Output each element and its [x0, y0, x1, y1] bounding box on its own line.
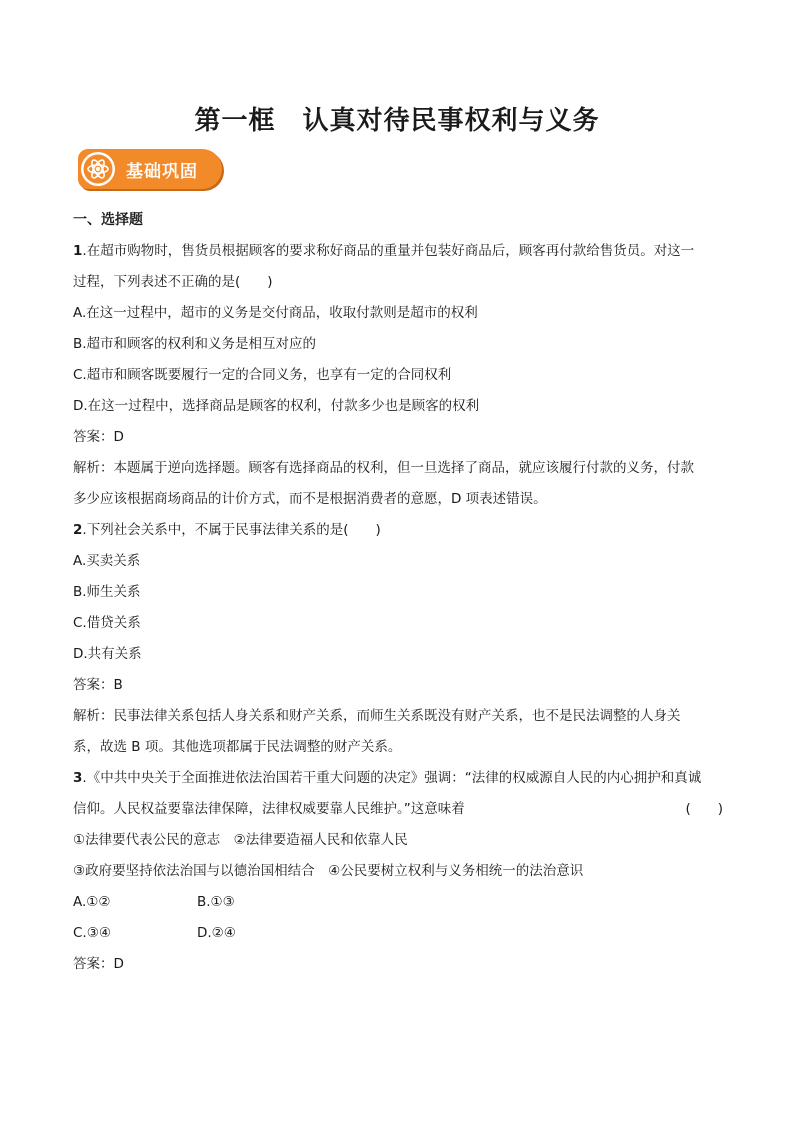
analysis-continued: 多少应该根据商场商品的计价方式，而不是根据消费者的意愿，D 项表述错误。	[73, 491, 547, 507]
banner-label: 基础巩固	[126, 162, 198, 182]
answer: 答案：D	[73, 429, 124, 445]
question-text: .《中共中央关于全面推进依法治国若干重大问题的决定》强调：“法律的权威源自人民的内心拥护和真诚	[82, 770, 702, 786]
options-row	[73, 918, 723, 949]
option-b: B.①③	[197, 894, 235, 910]
question-2-stem	[73, 515, 723, 546]
answer: 答案：B	[73, 677, 123, 693]
question-number: 1	[73, 243, 83, 259]
question-3-stem	[73, 763, 723, 794]
question-1-stem-continued: 过程，下列表述不正确的是( )	[73, 274, 273, 290]
section-title: 一、选择题	[73, 212, 143, 228]
page-title: 第一框 认真对待民事权利与义务	[194, 106, 600, 136]
options-row	[73, 887, 723, 918]
analysis-continued: 系，故选 B 项。其他选项都属于民法调整的财产关系。	[73, 739, 402, 755]
statements-continued: ③政府要坚持依法治国与以德治国相结合 ④公民要树立权利与义务相统一的法治意识	[73, 863, 584, 879]
question-text: .在超市购物时，售货员根据顾客的要求称好商品的重量并包装好商品后，顾客再付款给售货员。对这一	[82, 243, 695, 259]
analysis: 解析：民事法律关系包括人身关系和财产关系，而师生关系既没有财产关系，也不是民法调整的人身关	[73, 708, 681, 724]
option-c: C.超市和顾客既要履行一定的合同义务，也享有一定的合同权利	[73, 367, 452, 383]
question-number: 3	[73, 770, 83, 786]
question-number: 2	[73, 522, 83, 538]
question-3-stem-continued	[73, 794, 723, 825]
question-1-stem	[73, 236, 723, 267]
option-b: B.超市和顾客的权利和义务是相互对应的	[73, 336, 317, 352]
option-d: D.共有关系	[73, 646, 142, 662]
option-a: A.买卖关系	[73, 553, 141, 569]
answer-bracket: ( )	[685, 801, 723, 817]
question-text: .下列社会关系中，不属于民事法律关系的是( )	[82, 522, 381, 538]
option-c: C.借贷关系	[73, 615, 141, 631]
section-banner	[78, 149, 222, 189]
option-b: B.师生关系	[73, 584, 141, 600]
option-d: D.②④	[197, 925, 236, 941]
option-d: D.在这一过程中，选择商品是顾客的权利，付款多少也是顾客的权利	[73, 398, 480, 414]
option-a: A.在这一过程中，超市的义务是交付商品，收取付款则是超市的权利	[73, 305, 478, 321]
atom-icon	[80, 151, 116, 187]
option-c: C.③④	[73, 925, 111, 941]
question-text: 信仰。人民权益要靠法律保障，法律权威要靠人民维护。”这意味着	[73, 801, 465, 817]
question-content	[73, 205, 723, 980]
answer: 答案：D	[73, 956, 124, 972]
analysis: 解析：本题属于逆向选择题。顾客有选择商品的权利，但一旦选择了商品，就应该履行付款的义务，付款	[73, 460, 694, 476]
statements: ①法律要代表公民的意志 ②法律要造福人民和依靠人民	[73, 832, 408, 848]
option-a: A.①②	[73, 894, 111, 910]
